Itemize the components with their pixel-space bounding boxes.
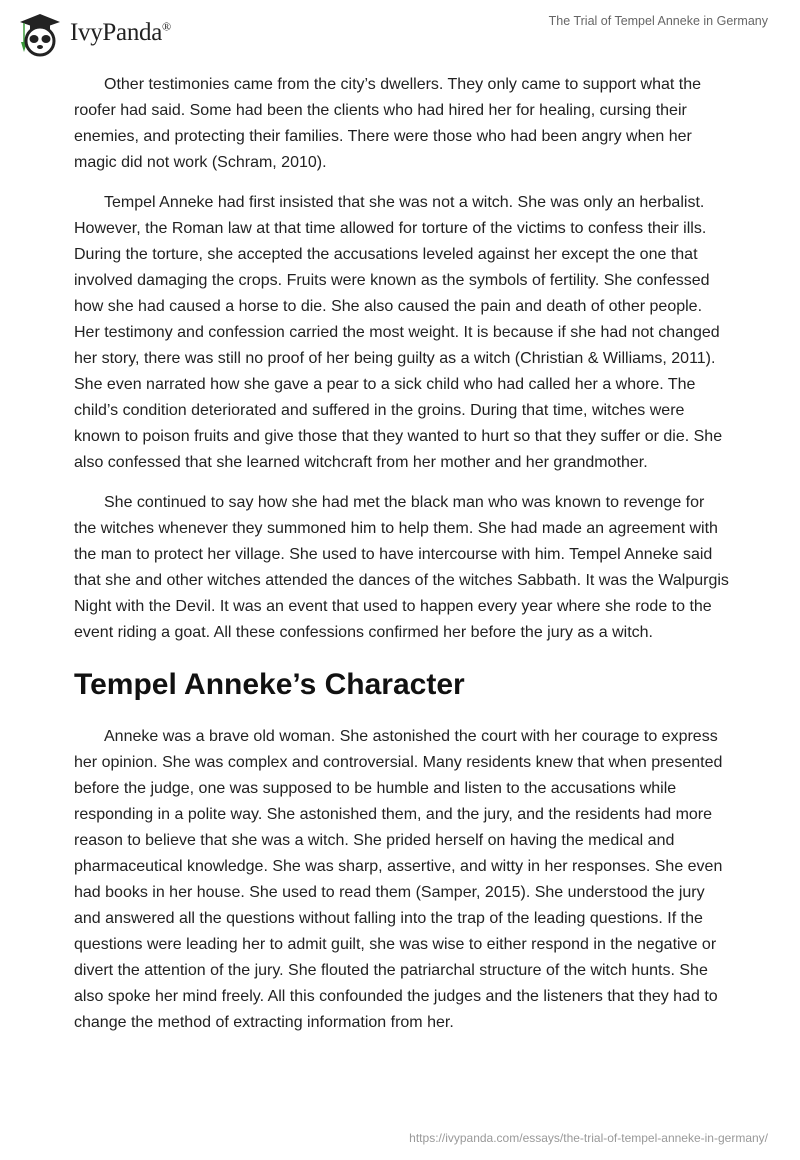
ivypanda-logo[interactable] bbox=[14, 8, 171, 58]
source-url[interactable]: https://ivypanda.com/essays/the-trial-of-tempel-anneke-in-germany/ bbox=[409, 1131, 768, 1145]
essay-content bbox=[74, 72, 730, 1050]
paragraph: Other testimonies came from the city’s dwellers. They only came to support what the roofer had said. Some had been the clients who had hired her for healing, cursing their enemies, and protecting their families. There were those who had been angry when her magic did not work (Schram, 2010). bbox=[74, 76, 701, 171]
paragraph: She continued to say how she had met the black man who was known to revenge for the witches whenever they summoned him to help them. She had made an agreement with the man to protect her village. She used to have intercourse with him. Tempel Anneke said that she and other witches attended the dances of the witches Sabbath. It was the Walpurgis Night with the Devil. It was an event that used to happen every year where she rode to the event riding a goat. All these confessions confirmed her before the jury as a witch. bbox=[74, 494, 729, 641]
paragraph: Tempel Anneke had first insisted that she was not a witch. She was only an herbalist. However, the Roman law at that time allowed for torture of the victims to confess their ills. During the torture, she accepted the accusations leveled against her except the one that involved damaging the crops. Fruits were known as the symbols of fertility. She confessed how she had caused a horse to die. She also caused the pain and death of other people. Her testimony and confession carried the most weight. It is because if she had not changed her story, there was still no proof of her being guilty as a witch (Christian & Williams, 2011). She even narrated how she gave a pear to a sick child who had called her a whore. The child’s condition deteriorated and suffered in the groins. During that time, witches were known to poison fruits and give those that they wanted to hurt so that they suffer or die. She also confessed that she learned witchcraft from her mother and her grandmother. bbox=[74, 194, 723, 471]
section-heading: Tempel Anneke’s Character bbox=[74, 668, 465, 701]
logo-text: IvyPanda® bbox=[70, 19, 171, 46]
panda-graduate-icon bbox=[14, 8, 64, 58]
paragraph: Anneke was a brave old woman. She astonished the court with her courage to express her opinion. She was complex and controversial. Many residents knew that when presented before the judge, one was supposed to be humble and listen to the accusations while responding in a polite way. She astonished them, and the jury, and the residents had more reason to believe that she was a witch. She prided herself on having the medical and pharmaceutical knowledge. She was sharp, assertive, and witty in her responses. She even had books in her house. She used to read them (Samper, 2015). She understood the jury and answered all the questions without falling into the trap of the leading questions. If the questions were leading her to admit guilt, she was wise to either respond in the negative or divert the attention of the jury. She flouted the patriarchal structure of the witch hunts. She also spoke her mind freely. All this confounded the judges and the listeners that they had to change the method of extracting information from her. bbox=[74, 728, 723, 1031]
document-title: The Trial of Tempel Anneke in Germany bbox=[548, 14, 768, 28]
